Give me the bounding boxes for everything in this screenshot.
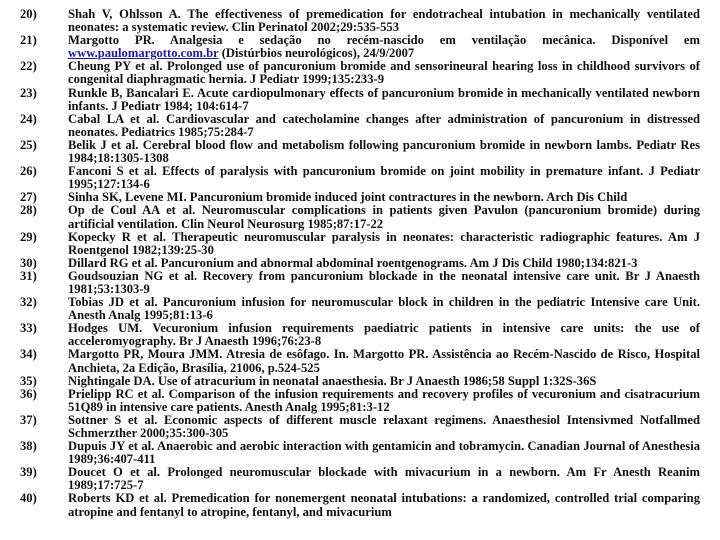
reference-number: 32)	[20, 295, 37, 310]
reference-text: Prielipp RC et al. Comparison of the infusion requirements and recovery profiles of vecuronium and cisatracurium 51Q89 in intensive care patients. Anesth Analg 1995;81:3-12	[68, 386, 700, 414]
reference-item	[20, 113, 700, 139]
reference-text: Margotto PR, Moura JMM. Atresia de esôfago. In. Margotto PR. Assistência ao Recém-Nascido de Risco, Hospital Anchieta, 2a Edição, Brasília, 21006, p.524-525	[68, 347, 700, 375]
reference-item	[20, 60, 700, 86]
reference-item	[20, 139, 700, 165]
reference-number: 25)	[20, 137, 37, 152]
reference-text: Sottner S et al. Economic aspects of different muscle relaxant regimens. Anaesthesiol Intensivmed Notfallmed Schmerzther 2000;35:300-305	[68, 412, 700, 440]
reference-text	[68, 34, 700, 60]
reference-number: 33)	[20, 321, 37, 336]
reference-item	[20, 8, 700, 34]
reference-text: Roberts KD et al. Premedication for nonemergent neonatal intubations: a randomized, controlled trial comparing atropine and fentanyl to atropine, fentanyl, and mivacurium	[68, 491, 700, 519]
reference-item	[20, 296, 700, 322]
reference-text: Cabal LA et al. Cardiovascular and catecholamine changes after administration of pancuronium in distressed neonates. Pediatrics 1985;75:284-7	[68, 111, 700, 139]
reference-number: 28)	[20, 203, 37, 218]
reference-number: 38)	[20, 439, 37, 454]
reference-number: 29)	[20, 229, 37, 244]
reference-list	[20, 8, 700, 519]
reference-item	[20, 375, 700, 388]
reference-text: Hodges UM. Vecuronium infusion requirements paediatric patients in intensive care units: the use of acceleromyography. Br J Anaesth 1996;76:23-8	[68, 321, 700, 349]
reference-number: 37)	[20, 412, 37, 427]
reference-text: Shah V, Ohlsson A. The effectiveness of premedication for endotracheal intubation in mechanically ventilated neonates: a systematic review. Clin Perinatol 2002;29:535-553	[68, 7, 700, 35]
reference-number: 35)	[20, 373, 37, 388]
reference-number: 30)	[20, 255, 37, 270]
reference-item	[20, 204, 700, 230]
reference-text: Fanconi S et al. Effects of paralysis with pancuronium bromide on joint mobility in premature infant. J Pediatr 1995;127:134-6	[68, 164, 700, 192]
reference-item	[20, 322, 700, 348]
reference-number: 40)	[20, 491, 37, 506]
reference-item	[20, 34, 700, 60]
website-link[interactable]: www.paulomargotto.com.br	[68, 46, 219, 61]
reference-number: 23)	[20, 85, 37, 100]
reference-item	[20, 87, 700, 113]
reference-text: Kopecky R et al. Therapeutic neuromuscular paralysis in neonates: characteristic radiographic features. Am J Roentgenol 1982;139:25-30	[68, 229, 700, 257]
reference-text-before-link: Margotto PR. Analgesia e sedação no recém-nascido em ventilação mecânica. Disponível em	[68, 33, 700, 48]
reference-number: 20)	[20, 7, 37, 21]
reference-item	[20, 414, 700, 440]
reference-text: Sinha SK, Levene MI. Pancuronium bromide induced joint contractures in the newborn. Arch Dis Child	[68, 190, 628, 205]
reference-item	[20, 165, 700, 191]
reference-number: 34)	[20, 347, 37, 362]
reference-text: Dupuis JY et al. Anaerobic and aerobic interaction with gentamicin and tobramycin. Canadian Journal of Anesthesia 1989;36:407-411	[68, 439, 700, 467]
reference-number: 27)	[20, 190, 37, 205]
reference-text: Goudsouzian NG et al. Recovery from pancuronium blockade in the neonatal intensive care unit. Br J Anaesth 1981;53:1303-9	[68, 268, 700, 296]
reference-item	[20, 440, 700, 466]
reference-number: 21)	[20, 33, 37, 48]
reference-text: Tobias JD et al. Pancuronium infusion for neuromuscular block in children in the pediatric Intensive care Unit. Anesth Analg 1995;81:13-6	[68, 295, 700, 323]
reference-item	[20, 270, 700, 296]
reference-item	[20, 348, 700, 374]
reference-text: Runkle B, Bancalari E. Acute cardiopulmonary effects of pancuronium bromide in mechanically ventilated newborn infants. J Pediatr 1984; 104:614-7	[68, 85, 700, 113]
reference-item	[20, 231, 700, 257]
reference-item	[20, 466, 700, 492]
reference-text: Doucet O et al. Prolonged neuromuscular blockade with mivacurium in a newborn. Am Fr Anesth Reanim 1989;17:725-7	[68, 465, 700, 493]
reference-number: 22)	[20, 59, 37, 74]
reference-text: Dillard RG et al. Pancuronium and abnormal abdominal roentgenograms. Am J Dis Child 1980;134:821-3	[68, 255, 638, 270]
reference-item	[20, 257, 700, 270]
reference-number: 26)	[20, 164, 37, 179]
reference-number: 36)	[20, 386, 37, 401]
reference-text: Belik J et al. Cerebral blood flow and metabolism following pancuronium bromide in newborn lambs. Pediatr Res 1984;18:1305-1308	[68, 137, 700, 166]
reference-text: Nightingale DA. Use of atracurium in neonatal anaesthesia. Br J Anaesth 1986;58 Suppl 1:32S-36S	[68, 373, 597, 388]
reference-text: Op de Coul AA et al. Neuromuscular complications in patients given Pavulon (pancuronium bromide) during artificial ventilation. Clin Neurol Neurosurg 1985;87:17-22	[68, 203, 700, 231]
reference-item	[20, 492, 700, 518]
reference-number: 31)	[20, 268, 37, 283]
reference-text-after-link: (Distúrbios neurológicos), 24/9/2007	[218, 46, 415, 61]
reference-number: 39)	[20, 465, 37, 480]
reference-item	[20, 388, 700, 414]
reference-number: 24)	[20, 111, 37, 126]
reference-text: Cheung PY et al. Prolonged use of pancuronium bromide and sensorineural hearing loss in childhood survivors of congenital diaphragmatic hernia. J Pediatr 1999;135:233-9	[68, 59, 700, 87]
